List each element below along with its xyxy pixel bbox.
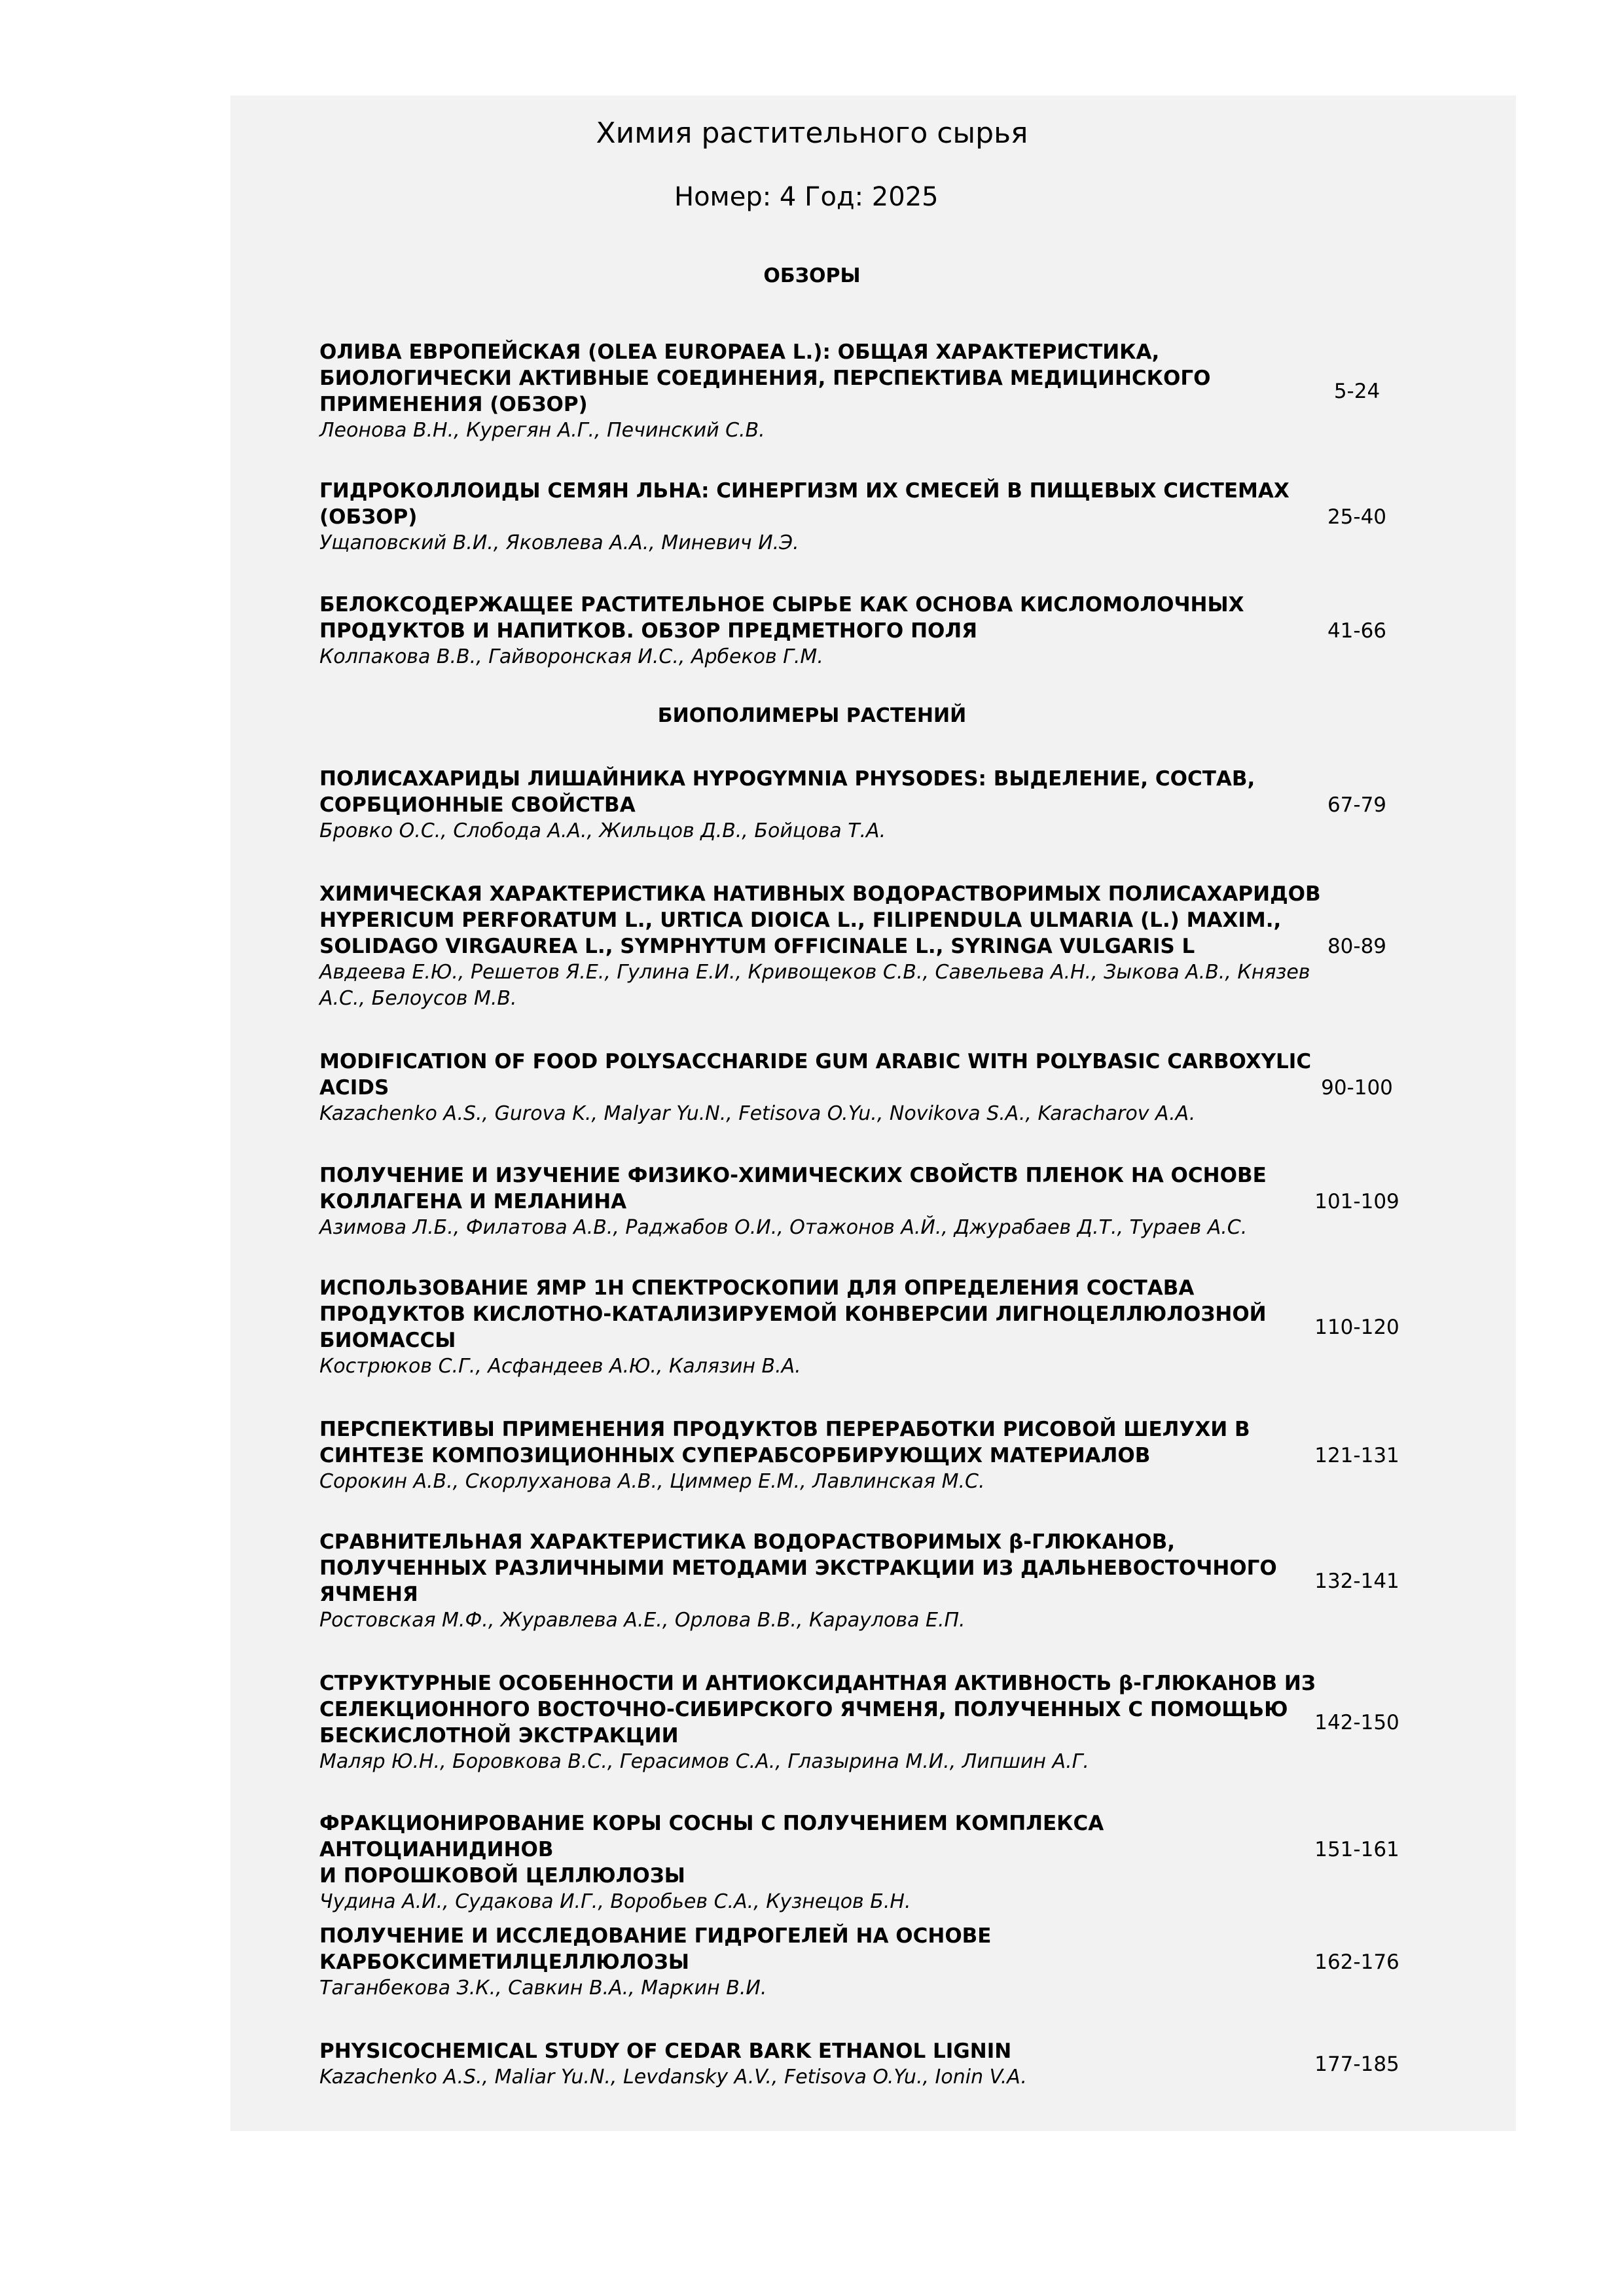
article-title-line: ГИДРОКОЛЛОИДЫ СЕМЯН ЛЬНА: СИНЕРГИЗМ ИХ СМЕСЕЙ В ПИЩЕВЫХ СИСТЕМАХ: [319, 479, 1290, 503]
article-authors-line: Kazachenko A.S., Gurova K., Malyar Yu.N., Fetisova O.Yu., Novikova S.A., Karacharov A.A.: [319, 1102, 1196, 1125]
section-heading-reviews: ОБЗОРЫ: [763, 264, 861, 287]
article-pages: 67-79: [1327, 793, 1387, 817]
article-title-line: ФРАКЦИОНИРОВАНИЕ КОРЫ СОСНЫ С ПОЛУЧЕНИЕМ КОМПЛЕКСА АНТОЦИАНИДИНОВ: [319, 1812, 1104, 1861]
article-pages: 5-24: [1333, 380, 1380, 403]
article-title-line: ПОЛУЧЕНИЕ И ИЗУЧЕНИЕ ФИЗИКО-ХИМИЧЕСКИХ СВОЙСТВ ПЛЕНОК НА ОСНОВЕ: [319, 1164, 1267, 1187]
article-pages: 151-161: [1314, 1838, 1399, 1861]
article-title-line: ПРОДУКТОВ И НАПИТКОВ. ОБЗОР ПРЕДМЕТНОГО ПОЛЯ: [319, 619, 977, 643]
article-title-line: СЕЛЕКЦИОННОГО ВОСТОЧНО-СИБИРСКОГО ЯЧМЕНЯ, ПОЛУЧЕННЫХ С ПОМОЩЬЮ: [319, 1698, 1288, 1721]
article-entry: [319, 592, 1387, 670]
article-entry: [319, 1810, 1399, 1915]
article-pages: 121-131: [1314, 1444, 1399, 1467]
article-authors-line: Азимова Л.Б., Филатова А.В., Раджабов О.И., Отажонов А.Й., Джурабаев Д.Т., Тураев А.С.: [319, 1216, 1248, 1239]
article-title-line: ПОЛУЧЕННЫХ РАЗЛИЧНЫМИ МЕТОДАМИ ЭКСТРАКЦИИ ИЗ ДАЛЬНЕВОСТОЧНОГО: [319, 1556, 1277, 1580]
article-pages: 177-185: [1314, 2053, 1399, 2076]
article-title-line: БЕСКИСЛОТНОЙ ЭКСТРАКЦИИ: [319, 1724, 679, 1748]
article-entry: [319, 2038, 1399, 2090]
article-pages: 101-109: [1314, 1190, 1399, 1213]
article-title-line: СИНТЕЗЕ КОМПОЗИЦИОННЫХ СУПЕРАБСОРБИРУЮЩИХ МАТЕРИАЛОВ: [319, 1444, 1151, 1467]
article-authors-line: Сорокин А.В., Скорлуханова А.В., Циммер Е.М., Лавлинская М.С.: [319, 1470, 985, 1493]
article-title-line: СОРБЦИОННЫЕ СВОЙСТВА: [319, 793, 636, 817]
article-entry: [319, 1416, 1399, 1495]
article-authors-line: А.С., Белоусов М.В.: [319, 987, 517, 1010]
article-title-line: ПОЛИСАХАРИДЫ ЛИШАЙНИКА HYPOGYMNIA PHYSODES: ВЫДЕЛЕНИЕ, СОСТАВ,: [319, 767, 1255, 791]
article-entry: [319, 766, 1387, 844]
article-title-line: БИОМАССЫ: [319, 1329, 456, 1352]
article-title-line: ПЕРСПЕКТИВЫ ПРИМЕНЕНИЯ ПРОДУКТОВ ПЕРЕРАБОТКИ РИСОВОЙ ШЕЛУХИ В: [319, 1418, 1250, 1441]
issue-info: Номер: 4 Год: 2025: [674, 182, 939, 212]
article-pages: 132-141: [1314, 1570, 1399, 1593]
article-title-line: ПРИМЕНЕНИЯ (ОБЗОР): [319, 393, 588, 416]
article-authors-line: Колпакова В.В., Гайворонская И.С., Арбеков Г.М.: [319, 645, 823, 668]
section-heading-biopolymers: БИОПОЛИМЕРЫ РАСТЕНИЙ: [657, 704, 967, 727]
article-pages: 80-89: [1327, 935, 1387, 958]
article-authors-line: Таганбекова З.К., Савкин В.А., Маркин В.И.: [319, 1977, 767, 2000]
article-title-line: ЯЧМЕНЯ: [319, 1583, 418, 1606]
article-entry: [319, 1529, 1399, 1634]
article-title-line: MODIFICATION OF FOOD POLYSACCHARIDE GUM ARABIC WITH POLYBASIC CARBOXYLIC: [319, 1050, 1312, 1073]
article-title-line: СРАВНИТЕЛЬНАЯ ХАРАКТЕРИСТИКА ВОДОРАСТВОРИМЫХ β-ГЛЮКАНОВ,: [319, 1530, 1176, 1554]
article-authors-line: Маляр Ю.Н., Боровкова В.С., Герасимов С.А., Глазырина М.И., Липшин А.Г.: [319, 1750, 1089, 1773]
article-title-line: ХИМИЧЕСКАЯ ХАРАКТЕРИСТИКА НАТИВНЫХ ВОДОРАСТВОРИМЫХ ПОЛИСАХАРИДОВ: [319, 882, 1321, 906]
article-title-line: ПРОДУКТОВ КИСЛОТНО-КАТАЛИЗИРУЕМОЙ КОНВЕРСИИ ЛИГНОЦЕЛЛЮЛОЗНОЙ: [319, 1302, 1267, 1326]
article-pages: 25-40: [1327, 505, 1387, 529]
article-authors-line: Ростовская М.Ф., Журавлева А.Е., Орлова В.В., Караулова Е.П.: [319, 1609, 965, 1632]
article-entry: [319, 1049, 1393, 1127]
article-authors-line: Авдеева Е.Ю., Решетов Я.Е., Гулина Е.И., Кривощеков С.В., Савельева А.Н., Зыкова А.В., Князев: [319, 961, 1310, 984]
article-title-line: ПОЛУЧЕНИЕ И ИССЛЕДОВАНИЕ ГИДРОГЕЛЕЙ НА ОСНОВЕ: [319, 1924, 992, 1948]
article-pages: 162-176: [1314, 1950, 1399, 1974]
article-title-line: (ОБЗОР): [319, 505, 418, 529]
article-title-line: СТРУКТУРНЫЕ ОСОБЕННОСТИ И АНТИОКСИДАНТНАЯ АКТИВНОСТЬ β-ГЛЮКАНОВ ИЗ: [319, 1672, 1316, 1695]
article-title-line: БЕЛОКСОДЕРЖАЩЕЕ РАСТИТЕЛЬНОЕ СЫРЬЕ КАК ОСНОВА КИСЛОМОЛОЧНЫХ: [319, 593, 1244, 617]
article-pages: 90-100: [1321, 1076, 1393, 1100]
article-pages: 41-66: [1327, 619, 1387, 643]
article-authors-line: Kazachenko A.S., Maliar Yu.N., Levdansky A.V., Fetisova O.Yu., Ionin V.A.: [319, 2066, 1027, 2089]
article-title-line: ACIDS: [319, 1076, 389, 1100]
article-title-line: PHYSICOCHEMICAL STUDY OF CEDAR BARK ETHANOL LIGNIN: [319, 2039, 1012, 2063]
article-entry: [319, 1670, 1399, 1775]
article-entry: [319, 1923, 1399, 2001]
article-title-line: И ПОРОШКОВОЙ ЦЕЛЛЮЛОЗЫ: [319, 1864, 685, 1888]
article-authors-line: Ущаповский В.И., Яковлева А.А., Миневич И.Э.: [319, 531, 799, 554]
article-title-line: ИСПОЛЬЗОВАНИЕ ЯМР 1H СПЕКТРОСКОПИИ ДЛЯ ОПРЕДЕЛЕНИЯ СОСТАВА: [319, 1276, 1195, 1300]
article-title-line: КОЛЛАГЕНА И МЕЛАНИНА: [319, 1190, 627, 1213]
article-authors-line: Чудина А.И., Судакова И.Г., Воробьев С.А., Кузнецов Б.Н.: [319, 1890, 911, 1913]
article-authors-line: Бровко О.С., Слобода А.А., Жильцов Д.В., Бойцова Т.А.: [319, 819, 886, 842]
article-entry: [319, 339, 1380, 444]
journal-title: Химия растительного сырья: [596, 117, 1028, 150]
article-authors-line: Леонова В.Н., Курегян А.Г., Печинский С.В.: [319, 419, 765, 442]
article-title-line: ОЛИВА ЕВРОПЕЙСКАЯ (OLEA EUROPAEA L.): ОБЩАЯ ХАРАКТЕРИСТИКА,: [319, 340, 1160, 364]
article-title-line: БИОЛОГИЧЕСКИ АКТИВНЫЕ СОЕДИНЕНИЯ, ПЕРСПЕКТИВА МЕДИЦИНСКОГО: [319, 367, 1211, 390]
article-title-line: HYPERICUM PERFORATUM L., URTICA DIOICA L., FILIPENDULA ULMARIA (L.) MAXIM.,: [319, 908, 1282, 932]
article-entry: [319, 881, 1387, 1012]
article-title-line: SOLIDAGO VIRGAUREA L., SYMPHYTUM OFFICINALE L., SYRINGA VULGARIS L: [319, 935, 1195, 958]
article-pages: 142-150: [1314, 1711, 1399, 1734]
article-entry: [319, 1275, 1399, 1380]
article-pages: 110-120: [1314, 1316, 1399, 1339]
article-authors-line: Кострюков С.Г., Асфандеев А.Ю., Калязин В.А.: [319, 1355, 801, 1378]
article-entry: [319, 1162, 1399, 1241]
article-title-line: КАРБОКСИМЕТИЛЦЕЛЛЮЛОЗЫ: [319, 1950, 689, 1974]
article-entry: [319, 478, 1387, 556]
